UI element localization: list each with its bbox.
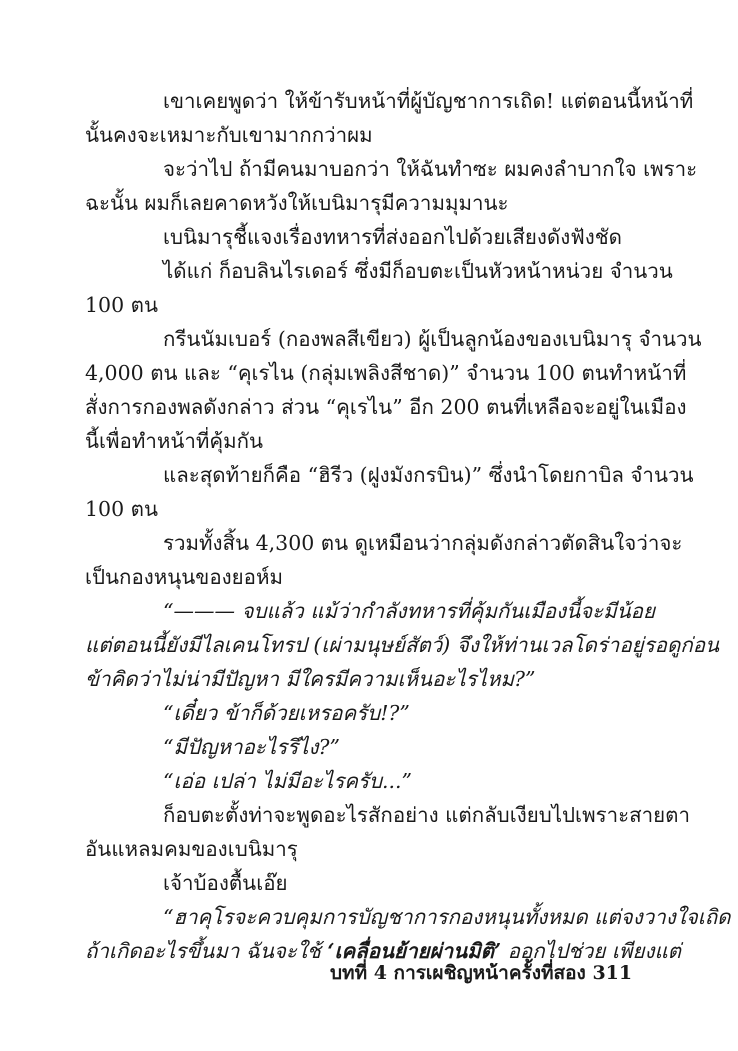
skill-name: ‘เคลื่อนย้ายผ่านมิติ’ <box>327 939 502 963</box>
dialogue-segment: ออกไปช่วย เพียงแต่ <box>501 939 681 963</box>
text-line: ฉะนั้น ผมก็เลยคาดหวังให้เบนิมารุมีความมุมานะ <box>85 191 509 215</box>
text-line: เขาเคยพูดว่า ให้ข้ารับหน้าที่ผู้บัญชาการเถิด! แต่ตอนนี้หน้าที่ <box>163 89 694 113</box>
text-line: 4,000 ตน และ “คุเรไน (กลุ่มเพลิงสีชาด)” จำนวน 100 ตนทำหน้าที่ <box>85 361 687 385</box>
text-line: ได้แก่ ก็อบลินไรเดอร์ ซึ่งมีก็อบตะเป็นหัวหน้าหน่วย จำนวน <box>163 259 673 283</box>
text-line: และสุดท้ายก็คือ “ฮิรีว (ฝูงมังกรบิน)” ซึ่งนำโดยกาบิล จำนวน <box>163 463 694 487</box>
text-line: อันแหลมคมของเบนิมารุ <box>85 837 298 861</box>
text-line: 100 ตน <box>85 497 158 521</box>
text-line: นั้นคงจะเหมาะกับเขามากกว่าผม <box>85 123 373 147</box>
dialogue-line: ข้าคิดว่าไม่น่ามีปัญหา มีใครมีความเห็นอะไรไหม?” <box>85 667 536 691</box>
dialogue-line: “เอ่อ เปล่า ไม่มีอะไรครับ...” <box>163 769 412 793</box>
page-footer: บทที่ 4 การเผชิญหน้าครั้งที่สอง 311 <box>330 962 633 984</box>
text-line: กรีนนัมเบอร์ (กองพลสีเขียว) ผู้เป็นลูกน้องของเบนิมารุ จำนวน <box>163 327 702 351</box>
dialogue-line: “——— จบแล้ว แม้ว่ากำลังทหารที่คุ้มกันเมืองนี้จะมีน้อย <box>163 599 656 623</box>
dialogue-line: “มีปัญหาอะไรรึไง?” <box>163 735 340 759</box>
text-line: เบนิมารุชี้แจงเรื่องทหารที่ส่งออกไปด้วยเสียงดังฟังชัด <box>163 225 622 249</box>
text-line: รวมทั้งสิ้น 4,300 ตน ดูเหมือนว่ากลุ่มดังกล่าวตัดสินใจว่าจะ <box>163 531 683 555</box>
text-line: จะว่าไป ถ้ามีคนมาบอกว่า ให้ฉันทำซะ ผมคงลำบากใจ เพราะ <box>163 157 698 181</box>
text-line: เป็นกองหนุนของยอห์ม <box>85 565 283 589</box>
dialogue-segment: ถ้าเกิดอะไรขึ้นมา ฉันจะใช้ <box>85 939 328 963</box>
dialogue-line: “เดี๋ยว ข้าก็ด้วยเหรอครับ!?” <box>163 701 410 725</box>
text-line: นี้เพื่อทำหน้าที่คุ้มกัน <box>85 429 264 453</box>
dialogue-line: แต่ตอนนี้ยังมีไลเคนโทรป (เผ่ามนุษย์สัตว์) จึงให้ท่านเวลโดร่าอยู่รอดูก่อน <box>85 633 720 657</box>
text-line: ก็อบตะตั้งท่าจะพูดอะไรสักอย่าง แต่กลับเงียบไปเพราะสายตา <box>163 803 690 827</box>
dialogue-line: “ฮาคุโรจะควบคุมการบัญชาการกองหนุนทั้งหมด แต่จงวางใจเถิด <box>163 905 731 929</box>
text-line: เจ้าบ้องตื้นเอ๊ย <box>163 871 288 895</box>
text-line: สั่งการกองพลดังกล่าว ส่วน “คุเรไน” อีก 200 ตนที่เหลือจะอยู่ในเมือง <box>85 395 687 419</box>
text-line: 100 ตน <box>85 293 158 317</box>
